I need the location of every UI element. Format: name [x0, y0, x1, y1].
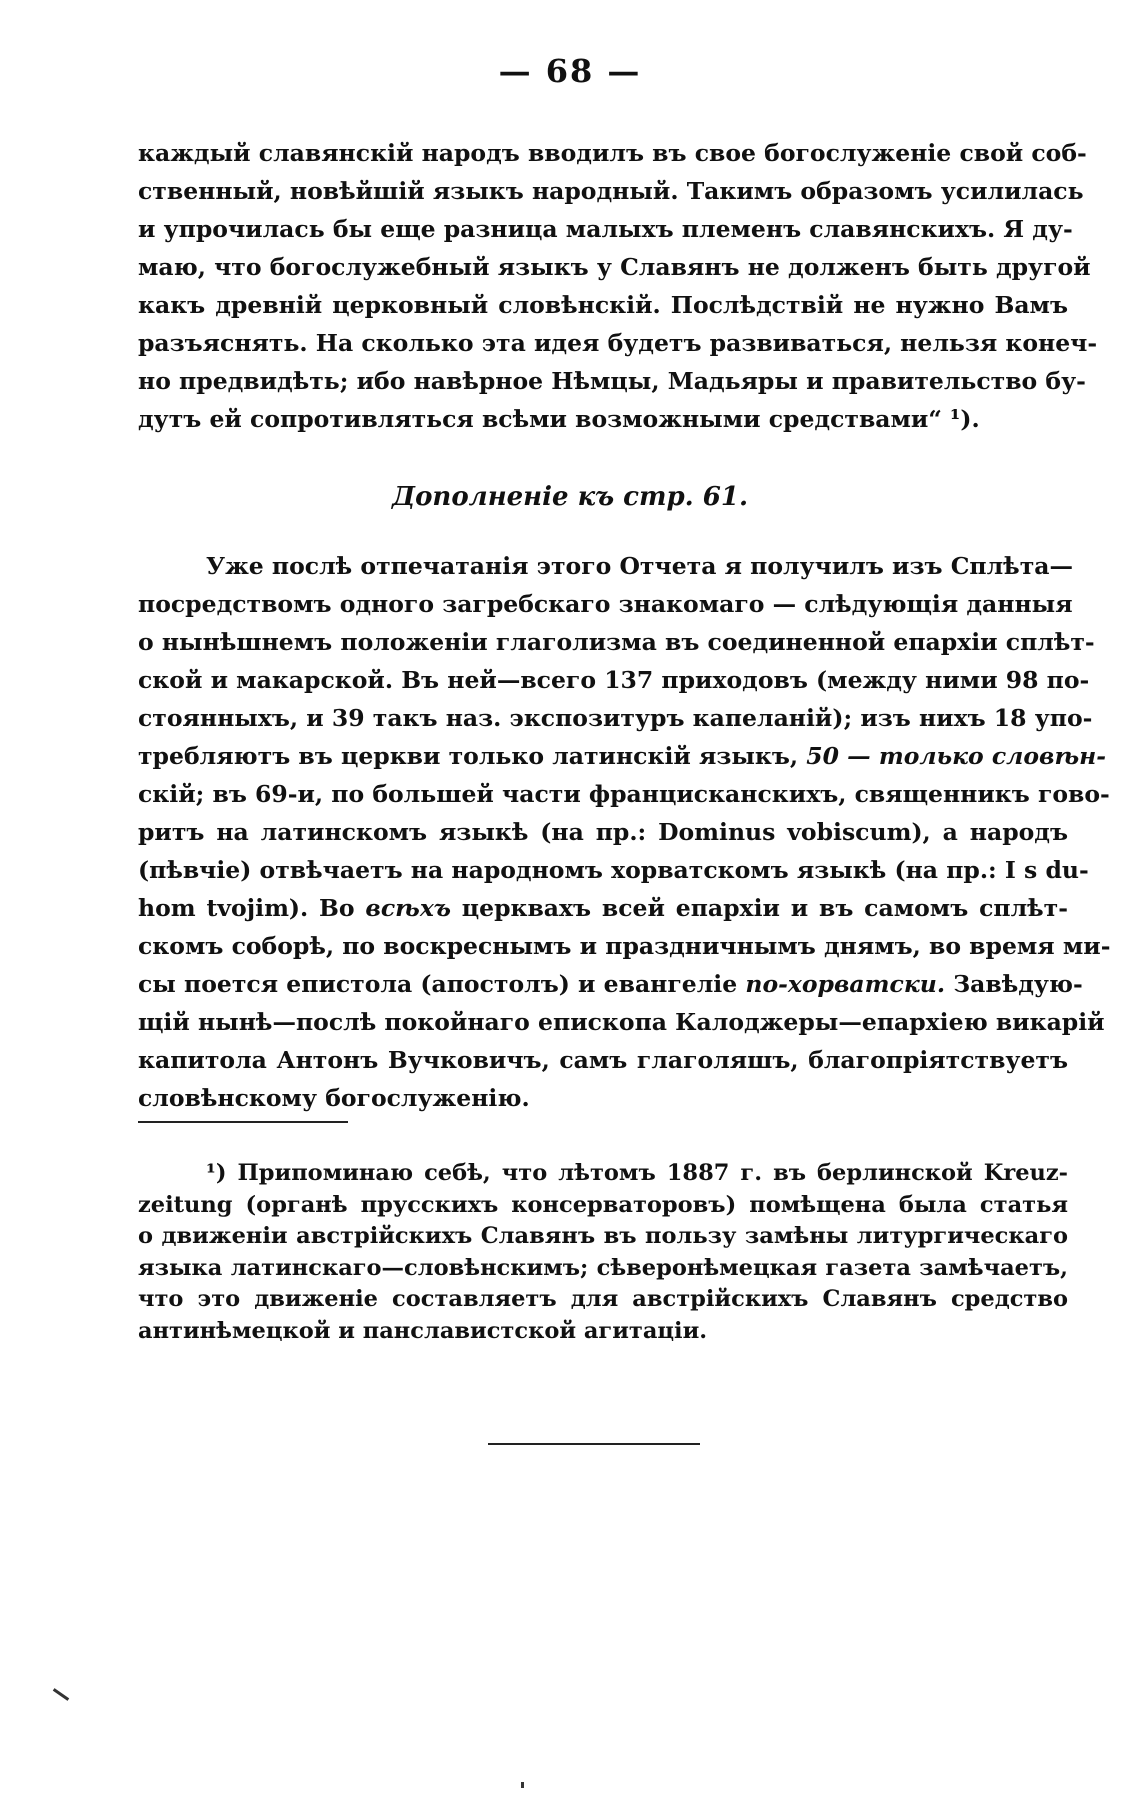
text-line: посредствомъ одного загребскаго знакомаго — слѣдующія данныя	[138, 590, 1073, 618]
text-line	[138, 965, 1083, 1003]
text-line: ритъ на латинскомъ языкѣ (на пр.: Dominus vobiscum), а народъ	[138, 818, 1068, 846]
text-segment: церквахъ всей епархіи и въ самомъ сплѣт-	[461, 894, 1068, 922]
text-line: Уже послѣ отпечатанія этого Отчета я получилъ изъ Сплѣта—	[206, 552, 1073, 580]
italic-text: по-хорватски.	[745, 970, 945, 998]
text-line: о движеніи австрійскихъ Славянъ въ пользу замѣны литургическаго	[138, 1223, 1068, 1249]
italic-text: всѣхъ	[365, 894, 451, 922]
text-segment: hom tvojim). Во	[138, 894, 355, 922]
text-segment: Завѣдую-	[953, 970, 1083, 998]
text-line: стоянныхъ, и 39 такъ наз. экспозитуръ капеланій); изъ нихъ 18 упо-	[138, 704, 1093, 732]
footnote-separator	[138, 1121, 348, 1123]
text-line: скій; въ 69-и, по большей части францисканскихъ, священникъ гово-	[138, 780, 1110, 808]
page-number: — 68 —	[498, 52, 642, 90]
text-line: языка латинскаго—словѣнскимъ; сѣверонѣмецкая газета замѣчаетъ,	[138, 1254, 1068, 1281]
text-segment: сы поется епистола (апостолъ) и евангеліе	[138, 970, 738, 998]
text-line: о нынѣшнемъ положеніи глаголизма въ соединенной епархіи сплѣт-	[138, 628, 1095, 656]
section-heading: Дополненіе къ стр. 61.	[391, 482, 749, 512]
text-line: маю, что богослужебный языкъ у Славянъ не долженъ быть другой	[138, 253, 1091, 281]
text-line: но предвидѣть; ибо навѣрное Нѣмцы, Мадьяры и правительство бу-	[138, 367, 1086, 395]
text-line: и упрочилась бы еще разница малыхъ племенъ славянскихъ. Я ду-	[138, 215, 1073, 243]
paragraph-continuation	[138, 134, 1098, 438]
text-line: ской и макарской. Въ ней—всего 137 приходовъ (между ними 98 по-	[138, 666, 1090, 694]
text-line: разъяснять. На сколько эта идея будетъ развиваться, нельзя конеч-	[138, 329, 1098, 357]
text-segment: требляютъ въ церкви только латинскій языкъ,	[138, 742, 799, 770]
text-line: что это движеніе составляетъ для австрійскихъ Славянъ средство	[138, 1286, 1068, 1312]
scan-mark	[53, 1688, 69, 1701]
text-line: какъ древній церковный словѣнскій. Послѣдствій не нужно Вамъ	[138, 291, 1068, 319]
text-line: словѣнскому богослуженію.	[138, 1084, 530, 1112]
text-line: скомъ соборѣ, по воскреснымъ и праздничнымъ днямъ, во время ми-	[138, 932, 1111, 960]
text-line: дутъ ей сопротивляться всѣми возможными средствами“ ¹).	[138, 405, 980, 433]
text-line: капитола Антонъ Вучковичъ, самъ глаголяшъ, благопріятствуетъ	[138, 1046, 1068, 1074]
text-line	[138, 889, 1068, 927]
text-line: zeitung (органѣ прусскихъ консерваторовъ) помѣщена была статья	[138, 1191, 1068, 1218]
text-line: (пѣвчіе) отвѣчаетъ на народномъ хорватскомъ языкѣ (на пр.: I s du-	[138, 856, 1089, 884]
text-line: щій нынѣ—послѣ покойнаго епископа Калоджеры—епархіею викарій	[138, 1008, 1105, 1036]
footnote	[138, 1158, 1068, 1347]
italic-text: 50 — только словѣн-	[806, 742, 1107, 770]
text-line: ственный, новѣйшій языкъ народный. Такимъ образомъ усилилась	[138, 177, 1084, 205]
end-rule	[488, 1443, 700, 1445]
text-line	[138, 737, 1107, 775]
text-line: каждый славянскій народъ вводилъ въ свое богослуженіе свой соб-	[138, 139, 1087, 167]
text-line: ¹) Припоминаю себѣ, что лѣтомъ 1887 г. въ берлинской Kreuz-	[206, 1160, 1068, 1186]
text-line: антинѣмецкой и панславистской агитаціи.	[138, 1317, 708, 1344]
supplement-paragraph	[138, 547, 1111, 1117]
scan-mark	[521, 1782, 524, 1788]
